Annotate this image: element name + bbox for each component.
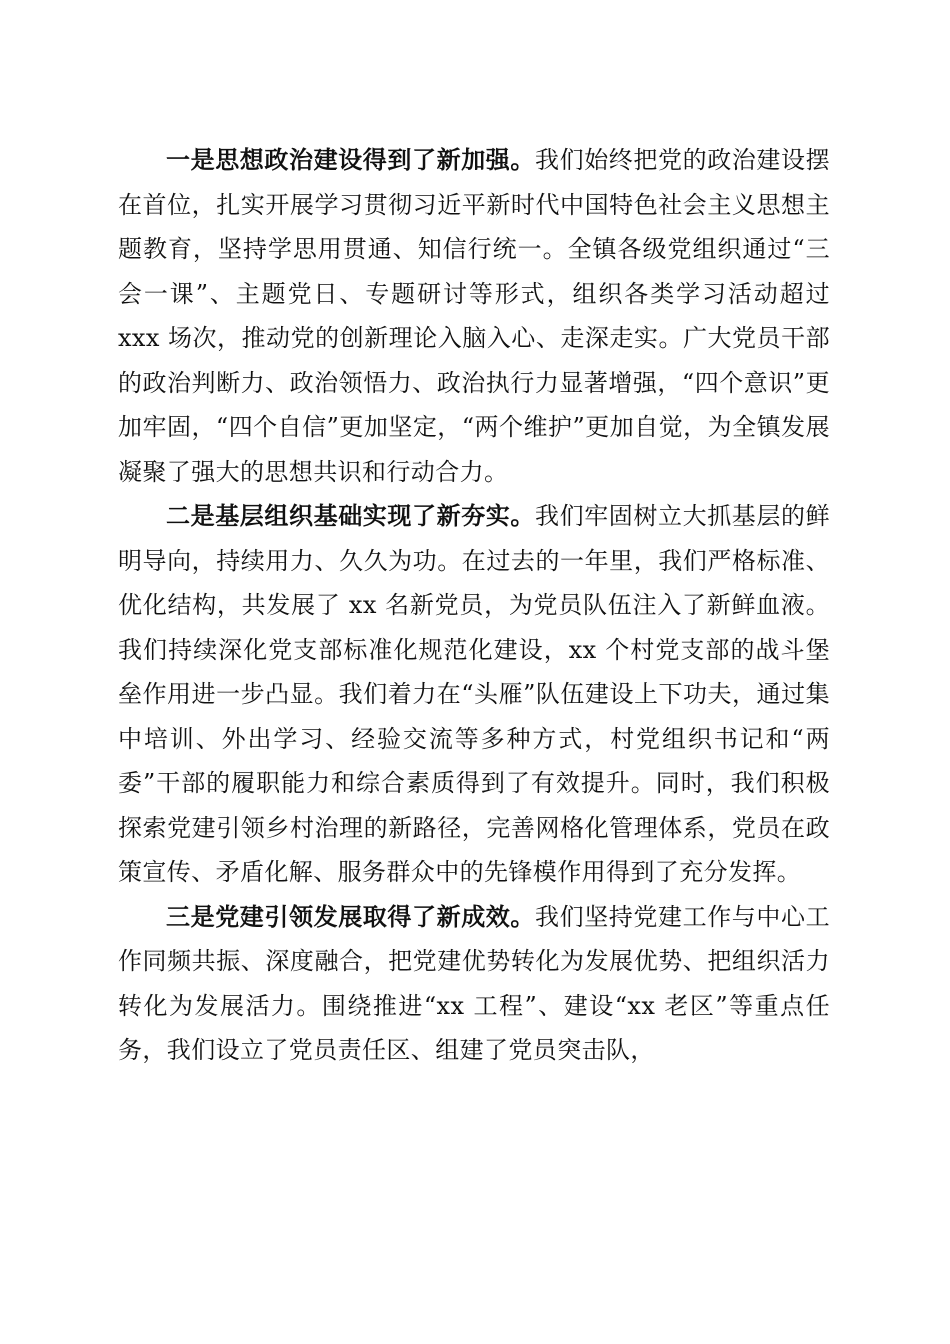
document-body [118, 138, 830, 1073]
paragraph-heading: 二是基层组织基础实现了新夯实。 [166, 501, 535, 530]
paragraph-text: 我们坚持党建工作与中心工作同频共振、深度融合，把党建优势转化为发展优势、把组织活力转化为发展活力。围绕推进“xx 工程”、建设“xx 老区”等重点任务，我们设立了党员责任区、组建了党员突击队， [118, 902, 830, 1064]
paragraph-heading: 三是党建引领发展取得了新成效。 [166, 901, 535, 931]
paragraph-text: 我们始终把党的政治建设摆在首位，扎实开展学习贯彻习近平新时代中国特色社会主义思想主题教育，坚持学思用贯通、知信行统一。全镇各级党组织通过“三会一课”、主题党日、专题研讨等形式，组织各类学习活动超过 xxx 场次，推动党的创新理论入脑入心、走深走实。广大党员干部的政治判断力、政治领悟力、政治执行力显著增强，“四个意识”更加牢固，“四个自信”更加坚定，“两个维护”更加自觉，为全镇发展凝聚了强大的思想共识和行动合力。 [118, 146, 830, 486]
paragraph-heading: 一是思想政治建设得到了新加强。 [166, 145, 535, 174]
paragraph-ideological-political [118, 138, 830, 494]
paragraph-grassroots-organization [118, 494, 830, 895]
paragraph-text: 我们牢固树立大抓基层的鲜明导向，持续用力、久久为功。在过去的一年里，我们严格标准、优化结构，共发展了 xx 名新党员，为党员队伍注入了新鲜血液。我们持续深化党支部标准化规范化建设，xx 个村党支部的战斗堡垒作用进一步凸显。我们着力在“头雁”队伍建设上下功夫，通过集中培训、外出学习、经验交流等多种方式，村党组织书记和“两委”干部的履职能力和综合素质得到了有效提升。同时，我们积极探索党建引领乡村治理的新路径，完善网格化管理体系，党员在政策宣传、矛盾化解、服务群众中的先锋模作用得到了充分发挥。 [118, 502, 830, 886]
paragraph-party-led-development [118, 895, 830, 1073]
